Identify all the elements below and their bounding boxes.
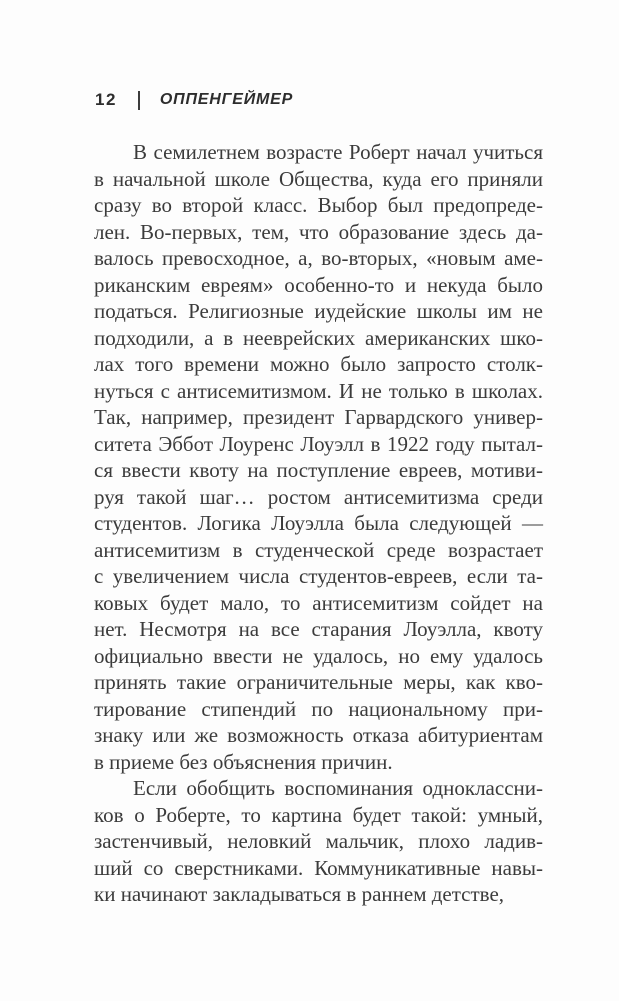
text-line: ковых будет мало, то антисемитизм сойдет на [94, 590, 543, 615]
text-line: застенчивый, неловкий мальчик, плохо ладив- [94, 829, 543, 853]
text-line: студентов. Логика Лоуэлла была следующей — [94, 511, 543, 535]
text-line: принять такие ограничительные меры, как кво- [94, 670, 543, 694]
text-line: с увеличением числа студентов-евреев, если та- [94, 564, 543, 588]
text-line: в приеме без объяснения причин. [94, 749, 393, 774]
page-number: 12 [95, 90, 117, 109]
text-line: ший со сверстниками. Коммуникативные навы- [94, 855, 543, 880]
text-line: ся ввести квоту на поступление евреев, мотиви- [94, 458, 543, 482]
text-line: податься. Религиозные иудейские школы им не [94, 299, 543, 323]
book-title: ОППЕНГЕЙМЕР [159, 91, 294, 108]
text-line: нет. Несмотря на все старания Лоуэлла, квоту [94, 617, 543, 641]
text-line: Если обобщить воспоминания одноклассни- [133, 776, 543, 800]
page-text [94, 139, 543, 908]
text-line: в начальной школе Общества, куда его приняли [94, 166, 543, 191]
text-line: знаку или же возможность отказа абитуриентам [94, 723, 543, 747]
text-line: сразу во второй класс. Выбор был предопреде- [94, 193, 543, 217]
text-line: ки начинают закладываться в раннем детстве, [94, 882, 505, 906]
text-line: Так, например, президент Гарвардского универ- [94, 405, 543, 429]
text-line: тирование стипендий по национальному при- [94, 696, 543, 721]
header-divider [138, 91, 140, 110]
text-line: В семилетнем возрасте Роберт начал учиться [133, 140, 543, 164]
text-line: риканским евреям» особенно-то и некуда было [94, 272, 543, 297]
text-line: валось превосходное, а, во-вторых, «новым аме- [94, 246, 543, 270]
text-line: ситета Эббот Лоуренс Лоуэлл в 1922 году пытал- [94, 431, 543, 456]
text-line: ков о Роберте, то картина будет такой: умный, [94, 802, 543, 827]
text-line: руя такой шаг… ростом антисемитизма среди [94, 484, 543, 509]
text-line: лах того времени можно было запросто столк- [94, 352, 543, 376]
text-line: нуться с антисемитизмом. И не только в школах. [94, 378, 543, 403]
text-line: лен. Во-первых, тем, что образование здесь да- [94, 219, 543, 244]
running-head [95, 90, 293, 110]
text-line: подходили, а в нееврейских американских шко- [94, 325, 543, 350]
text-line: антисемитизм в студенческой среде возрастает [94, 537, 543, 562]
text-line: официально ввести не удалось, но ему удалось [94, 643, 543, 668]
